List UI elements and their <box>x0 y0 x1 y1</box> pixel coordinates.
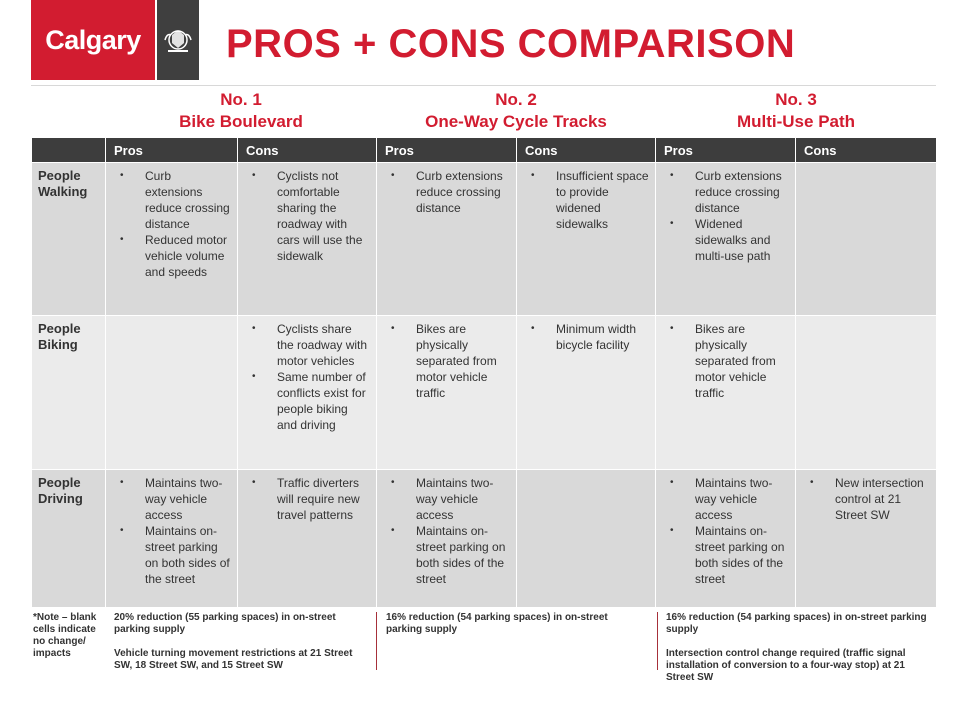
option-1-heading <box>106 89 376 133</box>
table-row <box>32 316 937 470</box>
table-cell <box>106 316 238 470</box>
option-1-name: Bike Boulevard <box>179 112 303 131</box>
header-opt3-cons: Cons <box>796 138 937 163</box>
bullet-list <box>802 475 930 523</box>
bullet-item: • New intersection control at 21 Street SW <box>802 475 930 523</box>
bullet-item: • Minimum width bicycle facility <box>523 321 649 353</box>
footnote-text: Intersection control change required (traffic signal installation of conversion to a four-way stop) at 21 Street SW <box>666 648 906 683</box>
bullet-list <box>112 168 231 280</box>
table-cell <box>517 163 656 316</box>
table-cell <box>377 316 517 470</box>
bullet-list <box>244 321 370 433</box>
footnote-text: Vehicle turning movement restrictions at 21 Street SW, 18 Street SW, and 15 Street SW <box>114 648 353 671</box>
table-cell <box>106 163 238 316</box>
bullet-list <box>112 475 231 587</box>
bullet-list <box>244 475 370 523</box>
footnote-text: 20% reduction (55 parking spaces) in on-street parking supply <box>114 612 336 635</box>
crest-shape <box>161 23 195 57</box>
bullet-list <box>662 168 789 264</box>
option-3-name: Multi-Use Path <box>736 112 856 131</box>
header-opt3-pros: Pros <box>656 138 796 163</box>
option-2-number: No. 2 <box>495 90 537 109</box>
table-cell <box>238 163 377 316</box>
footnote-divider-2 <box>657 612 658 670</box>
header-corner <box>32 138 106 163</box>
header-opt2-pros: Pros <box>377 138 517 163</box>
comparison-table <box>31 137 937 608</box>
footnote-option-3 <box>666 612 928 696</box>
bullet-list <box>244 168 370 264</box>
header-opt1-cons: Cons <box>238 138 377 163</box>
option-2-heading <box>376 89 656 133</box>
bullet-item: • Cyclists not comfortable sharing the roadway with cars will use the sidewalk <box>244 168 370 264</box>
row-label: People Walking <box>32 163 106 316</box>
table-cell <box>656 316 796 470</box>
bullet-list <box>662 475 789 587</box>
bullet-item: • Maintains on-street parking on both sides of the street <box>112 523 231 587</box>
header-opt1-pros: Pros <box>106 138 238 163</box>
table-cell <box>377 470 517 608</box>
table-cell <box>517 316 656 470</box>
city-crest-icon <box>157 0 199 80</box>
table-cell <box>517 470 656 608</box>
table-cell <box>796 316 937 470</box>
bullet-list <box>523 168 649 232</box>
bullet-item: • Maintains on-street parking on both sides of the street <box>662 523 789 587</box>
bullet-item: • Bikes are physically separated from motor vehicle traffic <box>383 321 510 401</box>
table-row <box>32 470 937 608</box>
table-cell <box>238 470 377 608</box>
table-row <box>32 163 937 316</box>
bullet-item: • Reduced motor vehicle volume and speeds <box>112 232 231 280</box>
bullet-item: • Curb extensions reduce crossing distance <box>662 168 789 216</box>
bullet-item: • Maintains two-way vehicle access <box>662 475 789 523</box>
bullet-item: • Curb extensions reduce crossing distance <box>383 168 510 216</box>
table-cell <box>656 163 796 316</box>
table-header-row <box>32 138 937 163</box>
footnote-label: *Note – blank cells indicate no change/ impacts <box>33 612 97 659</box>
bullet-list <box>662 321 789 401</box>
option-3-heading <box>656 89 936 133</box>
table-cell <box>796 163 937 316</box>
table-cell <box>796 470 937 608</box>
bullet-item: • Traffic diverters will require new travel patterns <box>244 475 370 523</box>
table-cell <box>656 470 796 608</box>
bullet-list <box>383 475 510 587</box>
bullet-item: • Curb extensions reduce crossing distance <box>112 168 231 232</box>
bullet-item: • Widened sidewalks and multi-use path <box>662 216 789 264</box>
footnote-option-2 <box>386 612 646 648</box>
option-2-name: One-Way Cycle Tracks <box>425 112 607 131</box>
row-label: People Driving <box>32 470 106 608</box>
bullet-item: • Cyclists share the roadway with motor vehicles <box>244 321 370 369</box>
table-cell <box>238 316 377 470</box>
option-3-number: No. 3 <box>775 90 817 109</box>
header-opt2-cons: Cons <box>517 138 656 163</box>
header-divider <box>31 85 936 86</box>
bullet-list <box>383 168 510 216</box>
bullet-list <box>383 321 510 401</box>
bullet-item: • Maintains two-way vehicle access <box>383 475 510 523</box>
footnote-text: 16% reduction (54 parking spaces) in on-street parking supply <box>666 612 927 635</box>
bullet-item: • Same number of conflicts exist for people biking and driving <box>244 369 370 433</box>
bullet-list <box>523 321 649 353</box>
footnote-divider-1 <box>376 612 377 670</box>
bullet-item: • Maintains two-way vehicle access <box>112 475 231 523</box>
page-title: PROS + CONS COMPARISON <box>226 22 796 66</box>
bullet-item: • Bikes are physically separated from motor vehicle traffic <box>662 321 789 401</box>
bullet-item: • Insufficient space to provide widened sidewalks <box>523 168 649 232</box>
table-cell <box>106 470 238 608</box>
table-cell <box>377 163 517 316</box>
footnote-text: 16% reduction (54 parking spaces) in on-street parking supply <box>386 612 608 635</box>
row-label: People Biking <box>32 316 106 470</box>
bullet-item: • Maintains on-street parking on both sides of the street <box>383 523 510 587</box>
option-1-number: No. 1 <box>220 90 262 109</box>
calgary-logo: Calgary <box>31 0 155 80</box>
footnote-option-1 <box>114 612 366 684</box>
